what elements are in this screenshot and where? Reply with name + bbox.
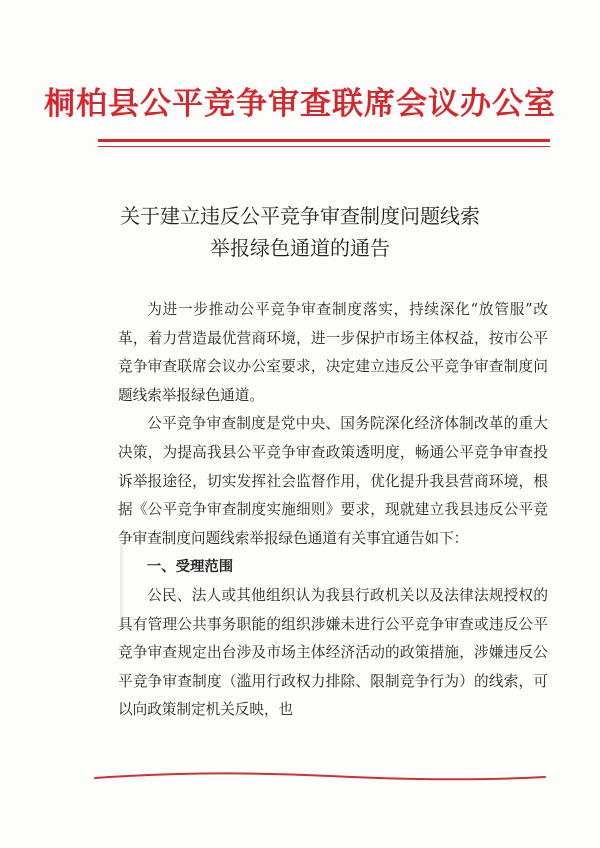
- body-paragraph-2: 公平竞争审查制度是党中央、国务院深化经济体制改革的重大决策，为提高我县公平竞争审查政策透明度，畅通公平竞争审查投诉举报途径，切实发挥社会监督作用，优化提升我县营商环境，根据《公平竞争审查制度实施细则》要求，现就建立我县违反公平竞争审查制度问题线索举报绿色通道有关事宜通告如下：: [118, 415, 548, 547]
- header-red-rule-thin: [98, 146, 550, 147]
- issuing-office-header: 桐柏县公平竞争审查联席会议办公室: [44, 86, 556, 122]
- body-paragraph-1: 为进一步推动公平竞争审查制度落实，持续深化“放管服”改革，着力营造最优营商环境，进一步保护市场主体权益，按市公平竞争审查联席会议办公室要求，决定建立违反公平竞争审查制度问题线索举报绿色通道。: [118, 301, 548, 404]
- document-body: [118, 296, 548, 725]
- document-title-line-2: 举报绿色通道的通告: [210, 236, 390, 260]
- header-red-rule-thick: [98, 139, 550, 142]
- red-pen-underline-mark: [90, 768, 550, 788]
- document-title-line-1: 关于建立违反公平竞争审查制度问题线索: [120, 204, 480, 228]
- document-title: [60, 200, 540, 264]
- section-heading-scope: 一、受理范围: [146, 559, 234, 576]
- body-paragraph-3: 公民、法人或其他组织认为我县行政机关以及法律法规授权的具有管理公共事务职能的组织涉嫌未进行公平竞争审查或违反公平竞争审查规定出台涉及市场主体经济活动的政策措施，涉嫌违反公平竞争审查制度（滥用行政权力排除、限制竞争行为）的线索，可以向政策制定机关反映，也: [118, 586, 548, 719]
